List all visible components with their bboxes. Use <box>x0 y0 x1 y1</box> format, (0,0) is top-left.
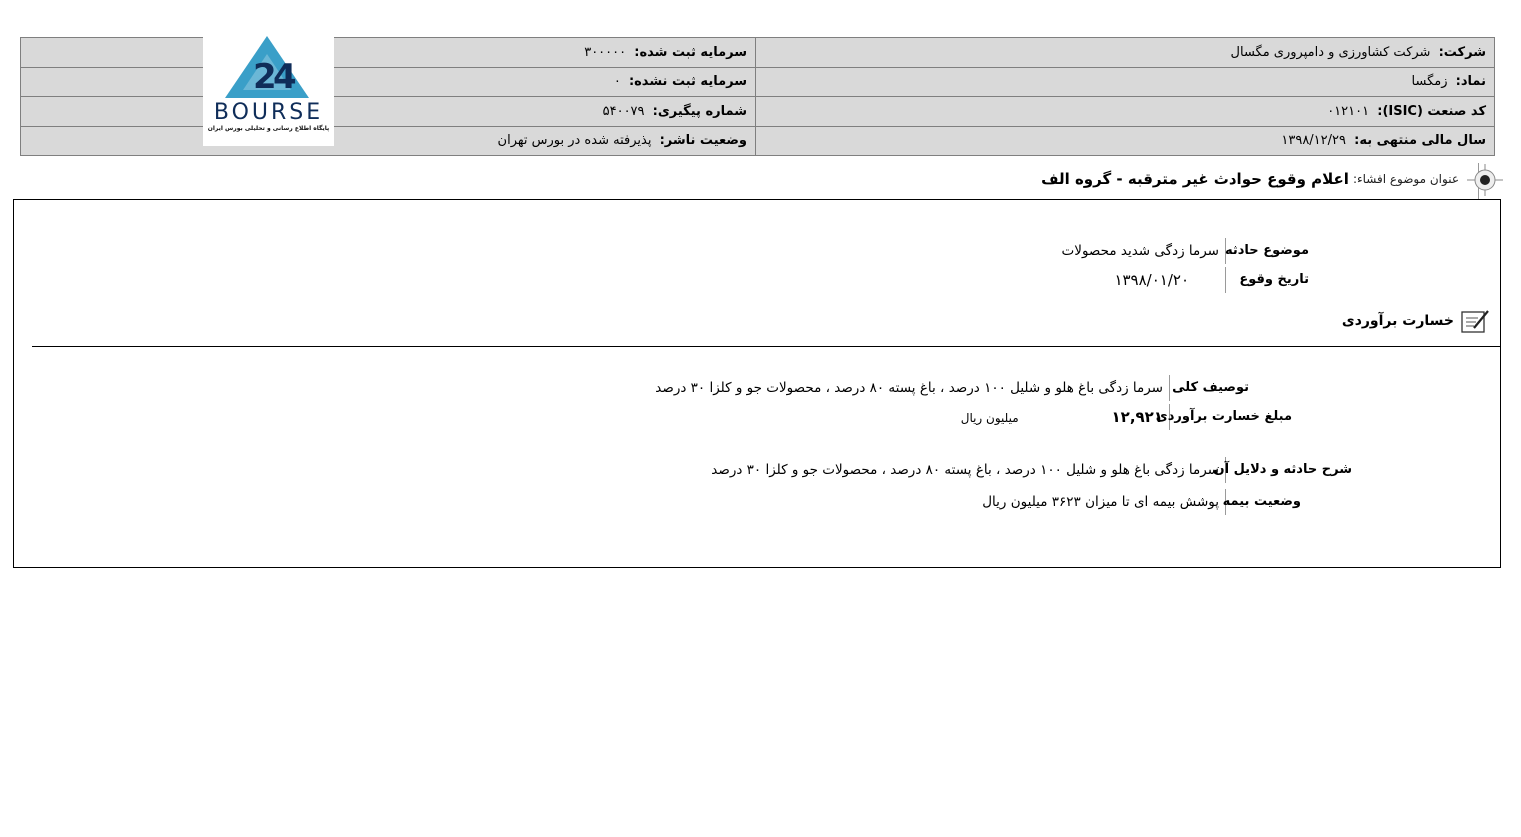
damage-amount-cell <box>961 404 1169 430</box>
estimated-damage-header <box>1342 308 1490 334</box>
company-value: شرکت کشاورزی و دامپروری مگسال <box>1230 44 1431 60</box>
fiscal-label: سال مالی منتهی به: <box>1354 133 1486 149</box>
status-label: وضعیت ناشر: <box>659 133 747 149</box>
fiscal-value: ۱۳۹۸/۱۲/۲۹ <box>1281 133 1346 149</box>
damage-amount-value: ۱۲,۹۲۱ <box>1111 408 1163 426</box>
event-explanation-label: شرح حادثه و دلایل آن <box>1225 457 1358 483</box>
damage-amount-row <box>961 404 1298 430</box>
general-description-row <box>655 375 1255 401</box>
disclosure-title-label: عنوان موضوع افشاء: <box>1352 172 1459 186</box>
unreg-capital-label: سرمایه ثبت نشده: <box>628 74 747 90</box>
insurance-status-row <box>982 489 1307 515</box>
damage-amount-label: مبلغ خسارت برآوردی <box>1169 404 1298 430</box>
insurance-status-label: وضعیت بیمه <box>1225 489 1307 515</box>
event-date-value: ۱۳۹۸/۰۱/۲۰ <box>1114 271 1189 289</box>
section-divider <box>32 346 1500 347</box>
estimated-damage-title: خسارت برآوردی <box>1341 313 1454 329</box>
company-label: شرکت: <box>1438 44 1486 60</box>
tracking-cell <box>21 97 756 127</box>
event-subject-value: سرما زدگی شدید محصولات <box>1061 243 1219 259</box>
logo-tagline: پایگاه اطلاع رسانی و تحلیلی بورس ایران <box>207 125 330 132</box>
tracking-value: ۵۴۰۰۷۹ <box>602 103 645 119</box>
svg-text:2: 2 <box>253 57 277 97</box>
status-value: پذیرفته شده در بورس تهران <box>497 133 652 149</box>
status-cell <box>21 126 756 156</box>
reg-capital-label: سرمایه ثبت شده: <box>634 44 747 60</box>
disclosure-body <box>13 199 1501 568</box>
general-description-label: توصیف کلی <box>1169 375 1255 401</box>
symbol-label: نماد: <box>1455 74 1486 90</box>
event-explanation-row <box>711 457 1358 483</box>
event-date-row <box>1114 267 1315 293</box>
logo-brand-text: BOURSE <box>213 100 324 125</box>
isic-cell <box>756 97 1495 127</box>
svg-text:4: 4 <box>273 57 297 97</box>
general-description-value: سرما زدگی باغ هلو و شلیل ۱۰۰ درصد ، باغ پسته ۸۰ درصد ، محصولات جو و کلزا ۳۰ درصد <box>655 380 1163 396</box>
symbol-cell <box>756 67 1495 97</box>
symbol-value: زمگسا <box>1411 74 1448 90</box>
tracking-label: شماره پیگیری: <box>652 103 747 119</box>
bourse24-logo <box>203 18 334 146</box>
reg-capital-value: ۳۰۰۰۰۰ <box>584 44 627 60</box>
reg-capital-cell <box>21 38 756 68</box>
fiscal-cell <box>756 126 1495 156</box>
unreg-capital-cell <box>21 67 756 97</box>
target-bullet-icon <box>1467 164 1503 196</box>
unreg-capital-value: ۰ <box>613 74 621 90</box>
event-subject-label: موضوع حادثه <box>1225 238 1315 264</box>
disclosure-title-value: اعلام وقوع حوادث غیر مترقبه - گروه الف <box>1041 170 1349 188</box>
company-cell <box>756 38 1495 68</box>
damage-amount-unit: میلیون ریال <box>960 411 1019 425</box>
event-subject-row <box>1062 238 1315 264</box>
event-date-label: تاریخ وقوع <box>1225 267 1315 293</box>
isic-label: کد صنعت (ISIC): <box>1377 103 1486 119</box>
edit-note-icon <box>1460 308 1490 334</box>
event-explanation-value: سرما زدگی باغ هلو و شلیل ۱۰۰ درصد ، باغ پسته ۸۰ درصد ، محصولات جو و کلزا ۳۰ درصد <box>711 462 1219 478</box>
disclosure-title <box>1041 167 1459 191</box>
isic-value: ۰۱۲۱۰۱ <box>1327 103 1370 119</box>
logo-triangle-icon <box>203 18 334 108</box>
insurance-status-value: پوشش بیمه ای تا میزان ۳۶۲۳ میلیون ریال <box>982 494 1219 510</box>
